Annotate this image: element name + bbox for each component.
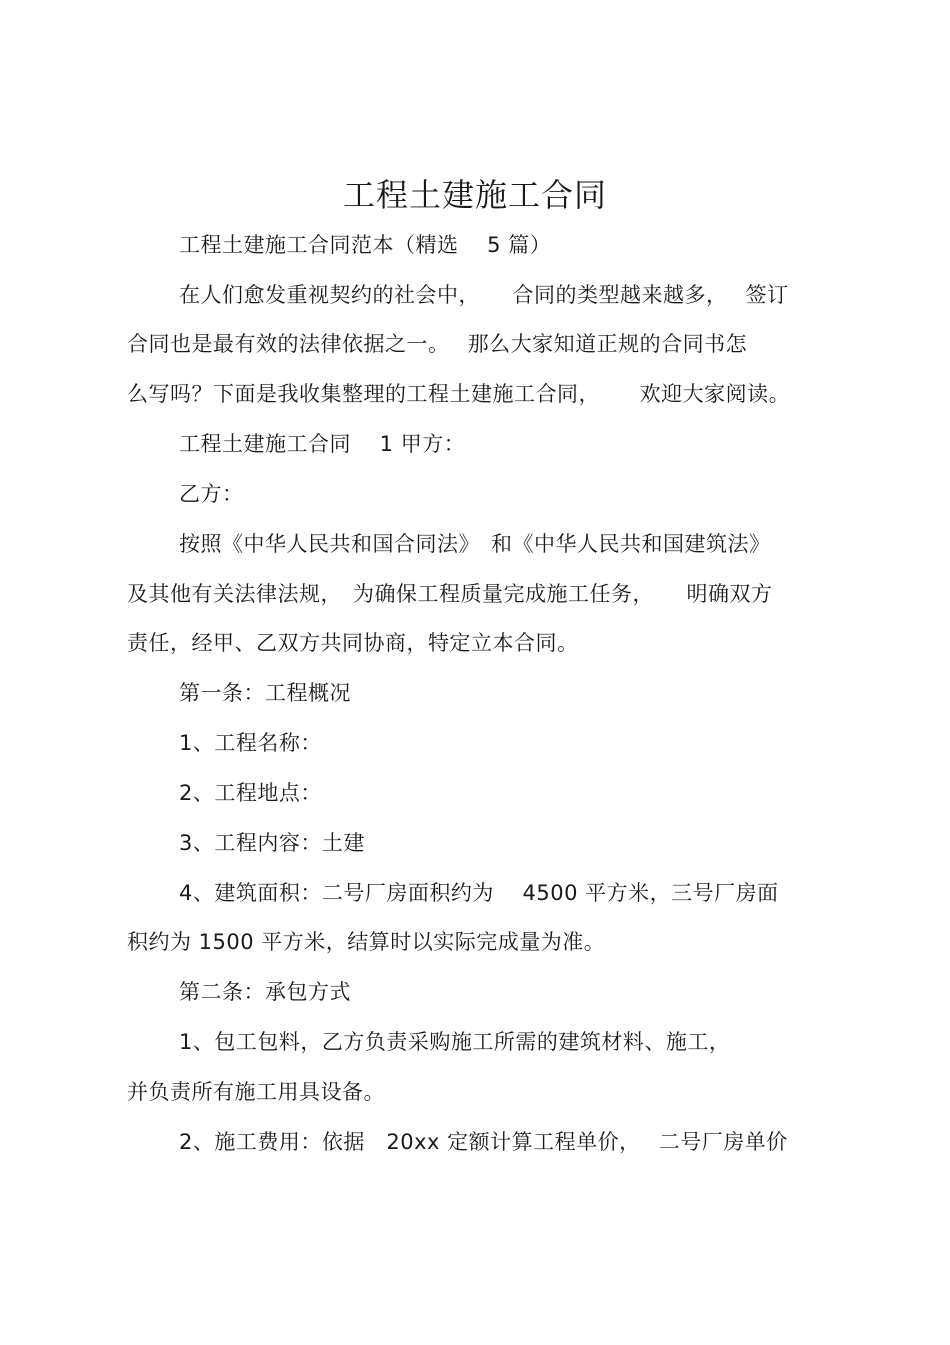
- contracting-line-1: 1、包工包料，乙方负责采购施工所需的建筑材料、施工，: [179, 1030, 731, 1054]
- intro-line-2: 合同也是最有效的法律依据之一。 那么大家知道正规的合同书怎: [127, 332, 748, 356]
- article-2-heading: 第二条：承包方式: [179, 980, 351, 1004]
- intro-line-3: 么写吗？下面是我收集整理的工程土建施工合同， 欢迎大家阅读。: [127, 382, 791, 406]
- intro-line-1: 在人们愈发重视契约的社会中， 合同的类型越来越多， 签订: [179, 283, 789, 307]
- project-content-line: 3、工程内容：土建: [179, 831, 365, 855]
- project-name-line: 1、工程名称：: [179, 731, 322, 755]
- basis-line-3: 责任，经甲、乙双方共同协商，特定立本合同。: [127, 631, 579, 655]
- building-area-line-1: 4、建筑面积：二号厂房面积约为 4500 平方米，三号厂房面: [179, 881, 779, 905]
- basis-line-2: 及其他有关法律法规， 为确保工程质量完成施工任务， 明确双方: [127, 582, 773, 606]
- basis-line-1: 按照《中华人民共和国合同法》 和《中华人民共和国建筑法》: [179, 532, 771, 556]
- building-area-line-2: 积约为 1500 平方米，结算时以实际完成量为准。: [127, 930, 606, 954]
- article-1-heading: 第一条：工程概况: [179, 681, 351, 705]
- contract-heading-party-a: 工程土建施工合同 1 甲方：: [179, 432, 466, 456]
- project-location-line: 2、工程地点：: [179, 781, 322, 805]
- construction-fee-line: 2、施工费用：依据 20xx 定额计算工程单价， 二号厂房单价: [179, 1130, 788, 1154]
- party-b-line: 乙方：: [179, 482, 244, 506]
- subtitle-line: 工程土建施工合同范本（精选 5 篇）: [179, 233, 552, 257]
- document-title: 工程土建施工合同: [342, 176, 607, 214]
- contracting-line-2: 并负责所有施工用具设备。: [127, 1080, 385, 1104]
